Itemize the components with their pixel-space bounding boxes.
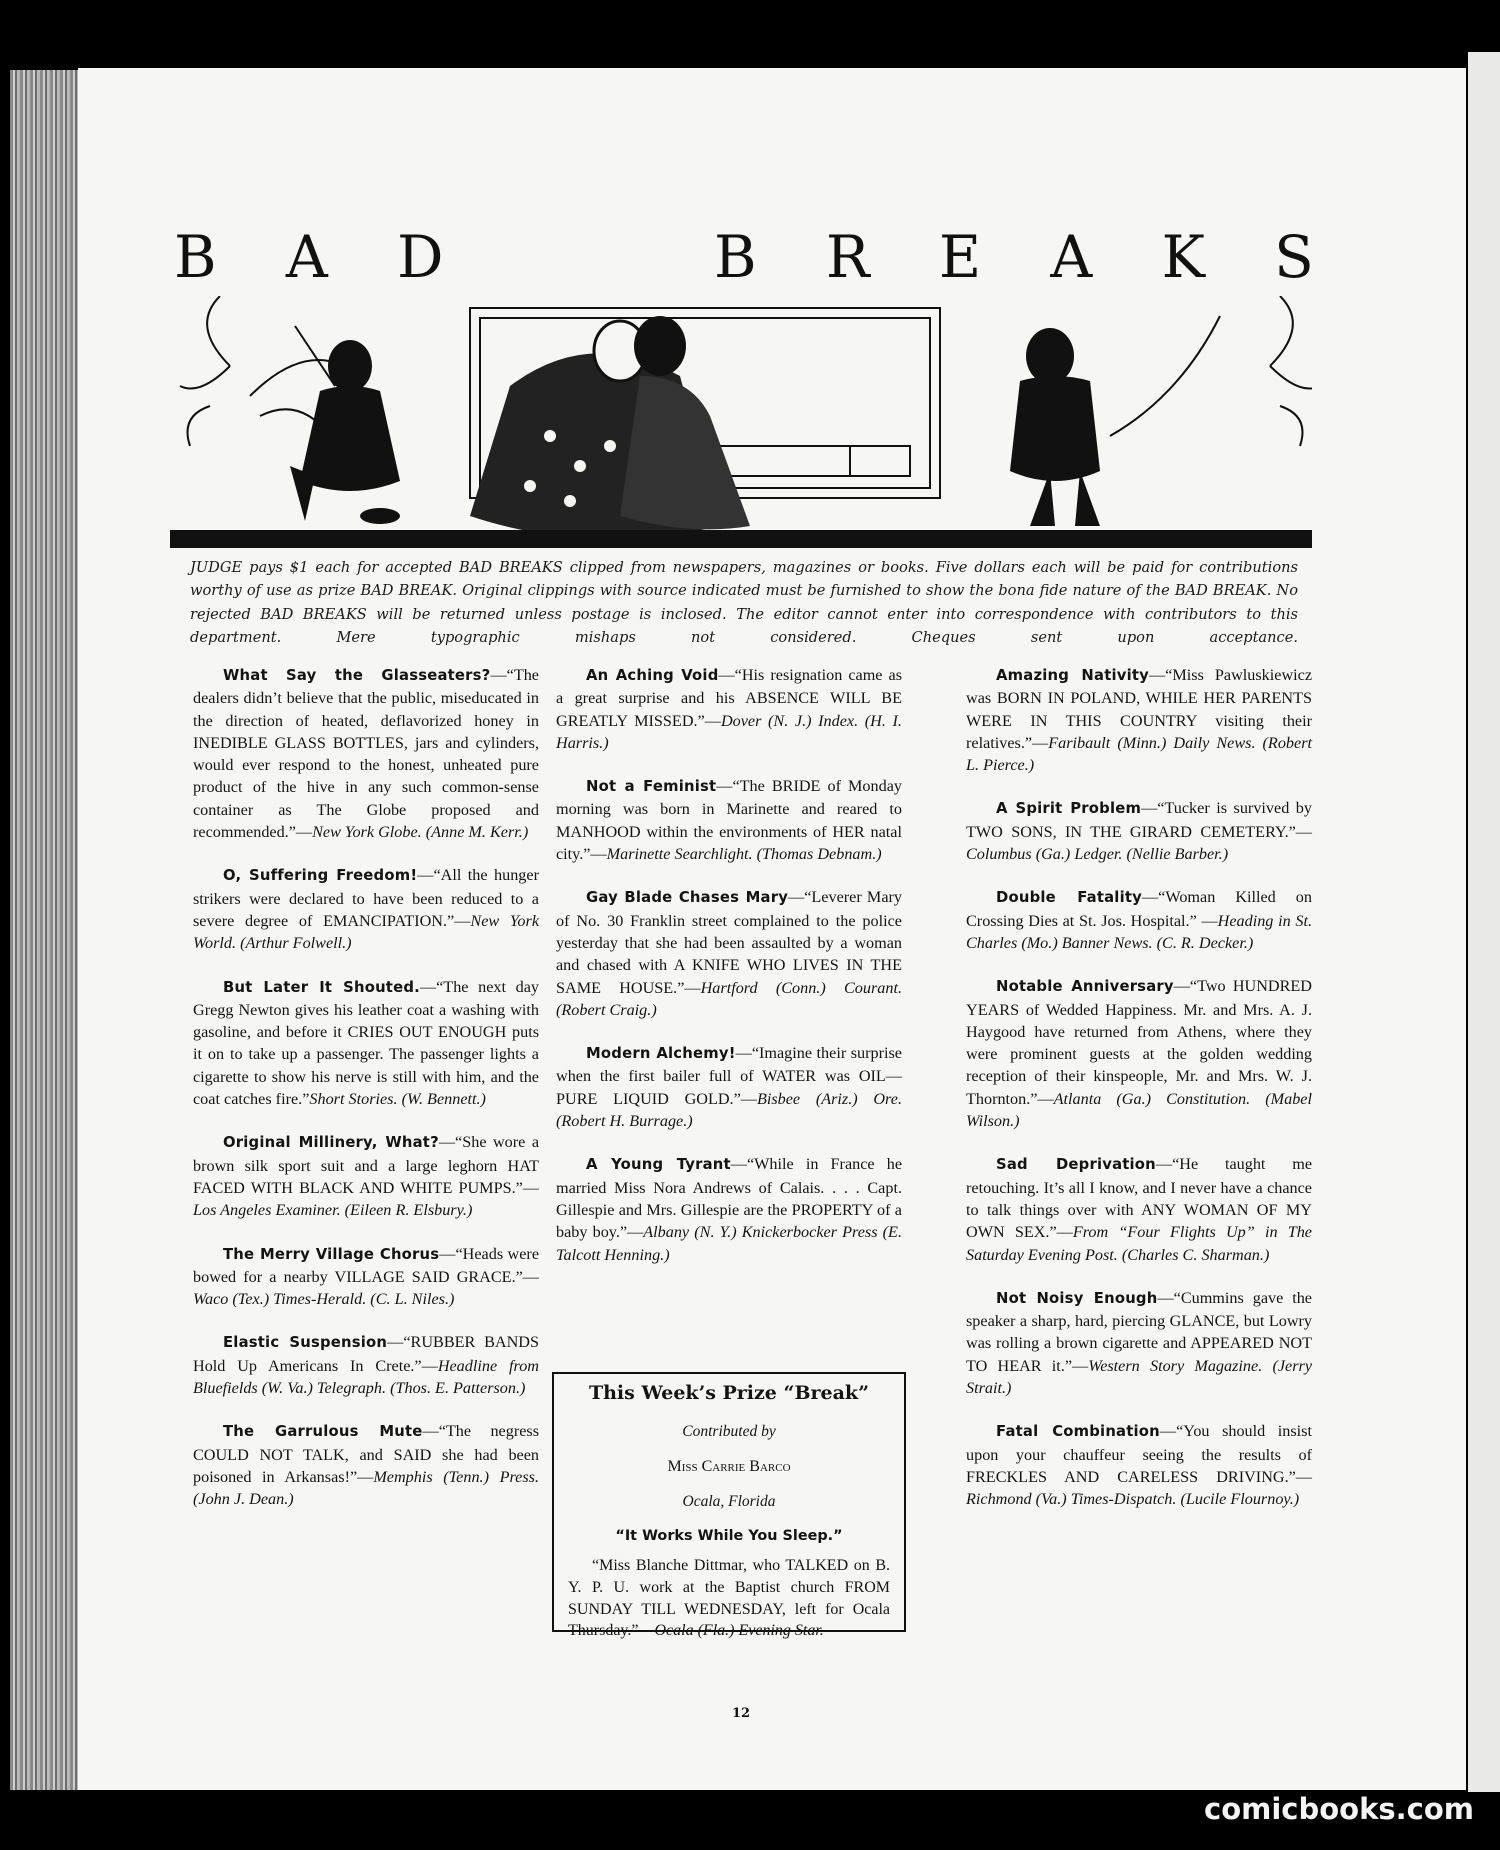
- prize-winner-name: Miss Carrie Barco: [667, 1458, 791, 1475]
- page-title: [174, 214, 1314, 300]
- bad-break-source: Western Story Magazine. (Jerry Strait.): [966, 1356, 1312, 1398]
- bad-break-text: —“While in France he married Miss Nora Andrews of Calais. . . . Capt. Gillespie and Mrs. Gillespie are the PROPERTY of a baby boy.”—: [556, 1155, 903, 1242]
- bad-break-item: [193, 976, 539, 1111]
- bad-break-heading: Fatal Combination: [996, 1423, 1160, 1441]
- bad-break-text: —“All the hunger strikers were declared to have been reduced to a severe degree of EMANCIPATION.”—: [193, 866, 539, 930]
- bad-break-source: Memphis (Tenn.) Press. (John J. Dean.): [193, 1467, 539, 1509]
- title-letter: D: [397, 223, 444, 291]
- column-2: [556, 664, 902, 1287]
- bad-break-text: —“He taught me retouching. It’s all I know, and I never have a chance to talk things over with ANY WOMAN OF MY OWN SEX.”—: [966, 1155, 1313, 1242]
- bad-break-heading: A Spirit Problem: [996, 800, 1142, 818]
- bad-break-source: Atlanta (Ga.) Constitution. (Mabel Wilson.): [966, 1089, 1312, 1131]
- bad-break-source: Waco (Tex.) Times-Herald. (C. L. Niles.): [193, 1290, 455, 1309]
- bad-break-source: Heading in St. Charles (Mo.) Banner News. (C. R. Decker.): [966, 911, 1312, 952]
- bad-break-item: [966, 1420, 1312, 1510]
- bad-break-heading: The Merry Village Chorus: [223, 1245, 440, 1263]
- bad-break-text: —“Woman Killed on Crossing Dies at St. Jos. Hospital.” —: [966, 888, 1312, 930]
- bad-break-source: Marinette Searchlight. (Thomas Debnam.): [606, 845, 882, 864]
- bad-break-heading: Not a Feminist: [586, 778, 717, 796]
- bad-break-source: Dover (N. J.) Index. (H. I. Harris.): [556, 711, 902, 752]
- bad-break-heading: Not Noisy Enough: [996, 1289, 1158, 1307]
- bad-break-heading: An Aching Void: [586, 667, 719, 684]
- bad-break-source: Columbus (Ga.) Ledger. (Nellie Barber.): [966, 845, 1229, 864]
- prize-break-box: [552, 1372, 906, 1640]
- prize-quote-text: “Miss Blanche Dittmar, who TALKED on B. Y. P. U. work at the Baptist church FROM SUNDAY TILL WEDNESDAY, left for Ocala Thursday.”—: [568, 1557, 890, 1640]
- bad-break-source: Short Stories. (W. Bennett.): [309, 1090, 486, 1109]
- title-letter: E: [938, 223, 982, 291]
- bad-break-text: —“Miss Pawluskiewicz was BORN IN POLAND, WHILE HER PARENTS WERE IN THIS COUNTRY visiting their relatives.”—: [966, 666, 1313, 752]
- bad-break-source: Richmond (Va.) Times-Dispatch. (Lucile Flournoy.): [966, 1490, 1300, 1509]
- prize-quote-title: “It Works While You Sleep.”: [615, 1528, 843, 1544]
- bad-break-item: [556, 775, 902, 865]
- bad-break-item: [966, 1287, 1312, 1399]
- bad-break-text: —“She wore a brown silk sport suit and a large leghorn HAT FACED WITH BLACK AND WHITE PUMPS.”—: [193, 1133, 540, 1197]
- bad-break-item: [193, 1131, 539, 1221]
- bad-break-source: New York World. (Arthur Folwell.): [193, 911, 540, 953]
- bad-break-item: [193, 1243, 539, 1311]
- bad-break-item: [193, 664, 539, 843]
- bad-break-source: Los Angeles Examiner. (Eileen R. Elsbury.): [193, 1201, 473, 1220]
- title-letter: B: [714, 223, 757, 291]
- column-1: [193, 664, 539, 1532]
- bad-break-heading: A Young Tyrant: [586, 1156, 731, 1174]
- bad-break-text: —“His resignation came as a great surprise and his ABSENCE WILL BE GREATLY MISSED.”—: [556, 666, 902, 730]
- bad-break-source: Bisbee (Ariz.) Ore. (Robert H. Burrage.): [556, 1089, 902, 1131]
- bad-break-text: —“The BRIDE of Monday morning was born in Marinette and reared to MANHOOD within the environments of HER natal city.”—: [556, 777, 902, 864]
- bad-break-item: [966, 1153, 1312, 1265]
- bad-break-source: Albany (N. Y.) Knickerbocker Press (E. Talcott Henning.): [556, 1223, 902, 1264]
- bad-break-item: [193, 1420, 539, 1510]
- bad-break-item: [556, 886, 902, 1021]
- prize-quote-body: [568, 1555, 890, 1642]
- bad-break-text: —“Two HUNDRED YEARS of Wedded Happiness. Mr. and Mrs. A. J. Haygood have returned from Athens, where they were prominent guests at the golden wedding reception of their kinspeople, Mr. and Mrs. W. J. Thornton.”—: [966, 977, 1312, 1108]
- prize-heading: This Week’s Prize “Break”: [588, 1382, 870, 1404]
- bad-break-text: —“Tucker is survived by TWO SONS, IN THE GIRARD CEMETERY.”—: [966, 799, 1312, 841]
- bad-break-source: From “Four Flights Up” in The Saturday Evening Post. (Charles C. Sharman.): [966, 1223, 1312, 1264]
- bad-break-heading: Modern Alchemy!: [586, 1045, 736, 1063]
- bad-break-item: [193, 864, 539, 954]
- bad-break-source: Hartford (Conn.) Courant. (Robert Craig.): [556, 978, 902, 1019]
- bad-break-text: —“You should insist upon your chauffeur seeing the results of FRECKLES AND CARELESS DRIVING.”—: [966, 1422, 1312, 1486]
- book-spine-edges: [10, 70, 80, 1790]
- bad-break-heading: O, Suffering Freedom!: [223, 867, 418, 885]
- page-number: 12: [731, 1706, 751, 1721]
- title-letter: K: [1161, 223, 1205, 291]
- adjacent-page-edge: [1468, 52, 1500, 1792]
- prize-winner-place: Ocala, Florida: [682, 1493, 776, 1510]
- bad-break-item: [966, 664, 1312, 776]
- bad-break-item: [556, 664, 902, 754]
- bad-break-heading: Notable Anniversary: [996, 978, 1174, 996]
- bad-break-source: New York Globe. (Anne M. Kerr.): [312, 823, 529, 842]
- site-watermark: comicbooks.com: [1204, 1792, 1474, 1826]
- bad-break-text: —“Heads were bowed for a nearby VILLAGE SAID GRACE.”—: [193, 1244, 540, 1286]
- bad-break-heading: What Say the Glasseaters?: [223, 667, 491, 684]
- title-letter: A: [285, 223, 328, 291]
- bad-break-text: —“RUBBER BANDS Hold Up Americans In Crete.”—: [193, 1333, 539, 1375]
- jester-banner-illustration: [170, 296, 1312, 548]
- bad-break-source: Faribault (Minn.) Daily News. (Robert L. Pierce.): [966, 733, 1312, 775]
- bad-break-heading: Gay Blade Chases Mary: [586, 889, 789, 907]
- prize-contributed-by: Contributed by: [682, 1423, 776, 1440]
- bad-break-item: [966, 886, 1312, 954]
- bad-break-text: —“Leverer Mary of No. 30 Franklin street complained to the police yesterday that she had been assaulted by a woman and chased with A KNIFE WHO LIVES IN THE SAME HOUSE.”—: [556, 888, 902, 997]
- bad-break-heading: Original Millinery, What?: [223, 1134, 439, 1152]
- prize-quote-source: Ocala (Fla.) Evening Star.: [654, 1622, 824, 1640]
- bad-break-text: —“The dealers didn’t believe that the public, miseducated in the direction of heated, deflavorized honey in INEDIBLE GLASS BOTTLES, jars and cylinders, would ever respond to the honest, unheated pure product of the hive in any such common-sense container as The Globe proposed and recommended.”—: [193, 666, 539, 842]
- bad-break-item: [556, 1153, 902, 1265]
- bad-break-heading: Amazing Nativity: [996, 667, 1149, 684]
- column-3: [966, 664, 1312, 1532]
- bad-break-text: —“Imagine their surprise when the first bailer full of WATER was OIL—PURE LIQUID GOLD.”—: [556, 1044, 902, 1108]
- title-letter: R: [825, 223, 870, 291]
- bad-break-heading: Elastic Suspension: [223, 1334, 388, 1352]
- title-letter: A: [1050, 223, 1093, 291]
- bad-break-item: [556, 1042, 902, 1132]
- bad-break-text: —“The next day Gregg Newton gives his leather coat a washing with gasoline, and before it CRIES OUT ENOUGH puts it on to take up a passenger. The passenger lights a cigarette to show his nerve is still with him, and the coat catches fire.”: [193, 977, 539, 1109]
- bad-break-text: —“Cummins gave the speaker a sharp, hard, piercing GLANCE, but Lowry was rolling a brown cigarette and APPEARED NOT TO HEAR it.”—: [966, 1288, 1312, 1375]
- bad-break-item: [966, 975, 1312, 1132]
- department-intro: JUDGE pays $1 each for accepted BAD BREAKS clipped from newspapers, magazines or books. Five dollars each will be paid for contributions worthy of use as prize BAD BREAK. Original clippings with source indicated must be furnished to show the bona fide nature of the BAD BREAK. No rejected BAD BREAKS will be returned unless postage is inclosed. The editor cannot enter into correspondence with contributors to this department. Mere typographic mishaps not considered. Cheques sent upon acceptance.: [190, 559, 1298, 646]
- bad-break-text: —“The negress COULD NOT TALK, and SAID she had been poisoned in Arkansas!”—: [193, 1422, 539, 1486]
- bad-break-item: [193, 1331, 539, 1399]
- title-letter: S: [1274, 223, 1314, 291]
- bad-break-source: Headline from Bluefields (W. Va.) Telegraph. (Thos. E. Patterson.): [193, 1356, 539, 1398]
- bad-break-heading: The Garrulous Mute: [223, 1423, 423, 1441]
- bad-break-heading: Double Fatality: [996, 889, 1142, 907]
- bad-break-item: [966, 797, 1312, 865]
- bad-break-heading: But Later It Shouted.: [223, 978, 420, 996]
- title-letter: B: [174, 223, 217, 291]
- bad-break-heading: Sad Deprivation: [996, 1156, 1156, 1174]
